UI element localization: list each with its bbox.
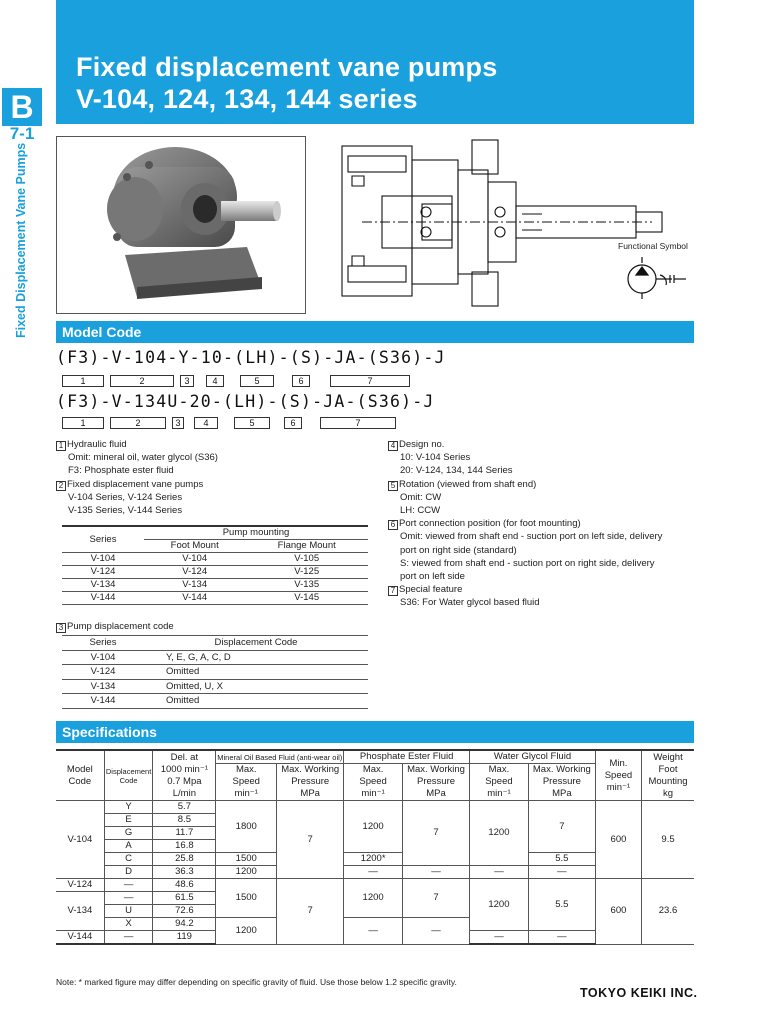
flow-cell: 36.3 (153, 866, 216, 879)
disp-code-cell: — (104, 879, 153, 892)
phosphate-speed-cell: 1200 (344, 879, 403, 918)
cell: V-144 (62, 591, 144, 604)
cell: Omitted (144, 694, 368, 709)
header-text: Speed (485, 776, 513, 787)
note-6-line-a: Omit: viewed from shaft end - suction port on left side, delivery (400, 531, 663, 543)
col-flange-mount: Flange Mount (245, 539, 368, 552)
glycol-speed-cell: — (470, 866, 529, 879)
header-text: MPa (300, 788, 320, 799)
note-4-line-b: 20: V-124, 134, 144 Series (400, 465, 513, 477)
flow-cell: 5.7 (153, 801, 216, 814)
mineral-pressure-cell: 7 (277, 801, 344, 879)
pump-photo (56, 136, 306, 314)
header-text: Pressure (542, 776, 581, 787)
phosphate-pressure-cell: — (402, 866, 469, 879)
flow-cell: 72.6 (153, 905, 216, 918)
header-text: Speed (232, 776, 260, 787)
col-delivery (153, 750, 216, 801)
flow-cell: 48.6 (153, 879, 216, 892)
model-code-example-2: (F3)-V-134U-20-(LH)-(S)-JA-(S36)-J (56, 392, 435, 411)
header-text: Weight (653, 751, 683, 763)
glycol-pressure-cell: — (528, 866, 595, 879)
cell: V-134 (144, 578, 245, 591)
model-v124: V-124 (56, 879, 104, 892)
note-5-line-a: Omit: CW (400, 491, 442, 503)
cell: V-104 (62, 552, 144, 565)
table-row (62, 665, 368, 680)
notes-left (56, 438, 218, 517)
index-box-1b: 1 (62, 417, 104, 429)
company-name: TOKYO KEIKI INC. (580, 986, 698, 1000)
cell: V-105 (245, 552, 368, 565)
index-box-1: 1 (62, 375, 104, 387)
header-text: Speed (359, 776, 387, 787)
weight-cell: 23.6 (642, 879, 694, 945)
model-code-example-1: (F3)-V-104-Y-10-(LH)-(S)-JA-(S36)-J (56, 348, 446, 367)
cell: V-144 (62, 694, 144, 709)
disp-code-cell: D (104, 866, 153, 879)
pump-mounting-table (62, 525, 368, 605)
header-text: Max. Working (407, 764, 465, 775)
table-row (62, 650, 368, 665)
glycol-pressure-cell: 5.5 (528, 853, 595, 866)
header-text: Max. Working (281, 764, 340, 775)
header-text: Del. at (170, 751, 199, 763)
note-number-box: 7 (388, 586, 398, 596)
note-1-title: Hydraulic fluid (67, 439, 127, 450)
cell: V-104 (144, 552, 245, 565)
cell: V-104 (62, 650, 144, 665)
flow-cell: 61.5 (153, 892, 216, 905)
glycol-pressure-cell: 5.5 (528, 879, 595, 931)
col-weight (642, 750, 694, 801)
col-foot-mount: Foot Mount (144, 539, 245, 552)
col-glycol-max-speed (470, 764, 529, 801)
table-row (56, 879, 694, 892)
table-row (62, 591, 368, 604)
header-text: kg (662, 787, 674, 799)
pump-illustration (57, 137, 305, 313)
flow-cell: 94.2 (153, 918, 216, 931)
header-text: Mounting (648, 775, 688, 787)
col-series: Series (62, 636, 144, 651)
group-phosphate-ester: Phosphate Ester Fluid (344, 750, 470, 764)
disp-code-cell: U (104, 905, 153, 918)
note-4-line-a: 10: V-104 Series (400, 452, 471, 464)
notes-right (388, 438, 662, 610)
col-glycol-max-pressure (528, 764, 595, 801)
cell: V-124 (62, 665, 144, 680)
cell: V-134 (62, 679, 144, 694)
glycol-pressure-cell: — (528, 931, 595, 945)
header-text: L/min (172, 787, 196, 799)
note-6-line-d: port on left side (400, 571, 465, 583)
note-3-title: Pump displacement code (67, 621, 174, 632)
flow-cell: 16.8 (153, 840, 216, 853)
phosphate-pressure-cell: 7 (402, 801, 469, 866)
note-2-line-b: V-135 Series, V-144 Series (68, 505, 183, 517)
flow-cell: 119 (153, 931, 216, 945)
index-box-5b: 5 (234, 417, 270, 429)
cell: V-125 (245, 565, 368, 578)
note-6-line-b: port on right side (standard) (400, 544, 517, 556)
note-2-line-a: V-104 Series, V-124 Series (68, 491, 183, 503)
index-box-3b: 3 (172, 417, 184, 429)
model-v104: V-104 (56, 801, 104, 879)
index-box-4b: 4 (194, 417, 218, 429)
table-row (62, 679, 368, 694)
glycol-speed-cell: 1200 (470, 879, 529, 931)
index-box-6b: 6 (284, 417, 302, 429)
table-row (62, 694, 368, 709)
header-text: Speed (604, 769, 633, 781)
disp-code-cell: Y (104, 801, 153, 814)
col-displacement-code: Displacement Code (144, 636, 368, 651)
col-phosphate-max-speed (344, 764, 403, 801)
mineral-speed-cell: 1500 (216, 879, 277, 918)
note-number-box: 5 (388, 481, 398, 491)
note-3 (56, 620, 174, 633)
mineral-speed-cell: 1200 (216, 866, 277, 879)
disp-code-cell: — (104, 931, 153, 945)
header-text: 0.7 Mpa (167, 775, 202, 787)
mineral-speed-cell: 1800 (216, 801, 277, 853)
disp-code-cell: C (104, 853, 153, 866)
col-phosphate-max-pressure (402, 764, 469, 801)
cell: V-144 (144, 591, 245, 604)
note-5-line-b: LH: CCW (400, 505, 441, 517)
note-7-line-a: S36: For Water glycol based fluid (400, 597, 540, 609)
phosphate-pressure-cell: — (402, 918, 469, 945)
header-text: MPa (552, 788, 572, 799)
flow-cell: 11.7 (153, 827, 216, 840)
note-number-box: 4 (388, 441, 398, 451)
note-1-line-b: F3: Phosphate ester fluid (68, 465, 174, 477)
flow-cell: 8.5 (153, 814, 216, 827)
phosphate-speed-cell: 1200* (344, 853, 403, 866)
index-box-7: 7 (330, 375, 410, 387)
mineral-pressure-cell: 7 (277, 879, 344, 945)
cell: V-124 (62, 565, 144, 578)
index-box-2b: 2 (110, 417, 166, 429)
group-mineral-oil: Mineral Oil Based Fluid (anti-wear oil) (216, 750, 344, 764)
col-displacement-code (104, 750, 153, 801)
header-text: MPa (426, 788, 446, 799)
specifications-table (56, 749, 694, 945)
note-number-box: 1 (56, 441, 66, 451)
note-number-box: 2 (56, 481, 66, 491)
note-number-box: 3 (56, 623, 66, 633)
displacement-code-table (62, 635, 368, 709)
header-text: Pressure (417, 776, 456, 787)
disp-code-cell: A (104, 840, 153, 853)
cell: V-135 (245, 578, 368, 591)
header-text: Model (66, 763, 93, 775)
note-number-box: 6 (388, 520, 398, 530)
col-mineral-max-speed (216, 764, 277, 801)
header-text: Code (119, 775, 138, 785)
cell: V-134 (62, 578, 144, 591)
cell: Omitted, U, X (144, 679, 368, 694)
disp-code-cell: E (104, 814, 153, 827)
index-box-2: 2 (110, 375, 174, 387)
note-5-title: Rotation (viewed from shaft end) (399, 478, 537, 490)
note-1-line-a: Omit: mineral oil, water glycol (S36) (68, 452, 218, 464)
flow-cell: 25.8 (153, 853, 216, 866)
header-text: min⁻¹ (361, 788, 385, 799)
glycol-pressure-cell: 7 (528, 801, 595, 853)
col-model-code (56, 750, 104, 801)
page-title: Fixed displacement vane pumps (76, 52, 498, 82)
index-box-6: 6 (292, 375, 310, 387)
page-subtitle: V-104, 124, 134, 144 series (76, 84, 418, 114)
phosphate-speed-cell: — (344, 866, 403, 879)
side-section-label: Fixed Displacement Vane Pumps (14, 142, 28, 338)
col-mineral-max-pressure (277, 764, 344, 801)
table-row (62, 565, 368, 578)
glycol-speed-cell: — (470, 931, 529, 945)
min-speed-cell: 600 (595, 879, 641, 945)
mineral-speed-cell: 1500 (216, 853, 277, 866)
header-text: Max. (488, 764, 510, 775)
cell: Y, E, G, A, C, D (144, 650, 368, 665)
cell: V-145 (245, 591, 368, 604)
header-text: min⁻¹ (487, 788, 511, 799)
table-row (62, 578, 368, 591)
note-7-title: Special feature (399, 584, 463, 596)
disp-code-cell: X (104, 918, 153, 931)
group-water-glycol: Water Glycol Fluid (470, 750, 596, 764)
header-text: Code (68, 775, 92, 787)
title-banner (56, 0, 694, 124)
index-box-7b: 7 (320, 417, 396, 429)
header-text: 1000 min⁻¹ (160, 763, 208, 775)
glycol-speed-cell: 1200 (470, 801, 529, 866)
index-box-3: 3 (180, 375, 194, 387)
col-series: Series (62, 526, 144, 552)
note-4-title: Design no. (399, 439, 445, 450)
header-text: min⁻¹ (234, 788, 258, 799)
note-6-line-c: S: viewed from shaft end - suction port on right side, delivery (400, 557, 655, 569)
model-v144: V-144 (56, 931, 104, 945)
functional-symbol-icon (626, 255, 690, 306)
min-speed-cell: 600 (595, 801, 641, 879)
index-box-4: 4 (206, 375, 224, 387)
header-text: Min. (609, 757, 628, 769)
mineral-speed-cell: 1200 (216, 918, 277, 945)
model-v134: V-134 (56, 892, 104, 931)
specifications-heading: Specifications (56, 721, 694, 743)
col-min-speed (595, 750, 641, 801)
header-text: Pressure (291, 776, 330, 787)
header-text: min⁻¹ (606, 781, 631, 793)
table-row (56, 801, 694, 814)
header-text: Foot (658, 763, 678, 775)
disp-code-cell: — (104, 892, 153, 905)
section-tab-number: 7-1 (9, 124, 35, 143)
header-text: Displacement (105, 766, 152, 776)
cell: V-124 (144, 565, 245, 578)
cell: Omitted (144, 665, 368, 680)
table-row (62, 552, 368, 565)
index-box-5: 5 (240, 375, 274, 387)
col-pump-mounting: Pump mounting (144, 526, 368, 539)
header-text: Max. Working (532, 764, 591, 775)
section-tab-letter: B (2, 88, 42, 126)
header-text: Max. (362, 764, 384, 775)
header-text: Max. (235, 764, 257, 775)
phosphate-speed-cell: 1200 (344, 801, 403, 853)
phosphate-speed-cell: — (344, 918, 403, 945)
disp-code-cell: G (104, 827, 153, 840)
functional-symbol-label: Functional Symbol (618, 241, 688, 251)
weight-cell: 9.5 (642, 801, 694, 879)
note-6-title: Port connection position (for foot mounting) (399, 518, 581, 530)
phosphate-pressure-cell: 7 (402, 879, 469, 918)
model-code-heading: Model Code (56, 321, 694, 343)
spec-footnote: Note: * marked figure may differ depending on specific gravity of fluid. Use those below 1.2 specific gravity. (56, 977, 457, 987)
note-2-title: Fixed displacement vane pumps (67, 478, 204, 490)
